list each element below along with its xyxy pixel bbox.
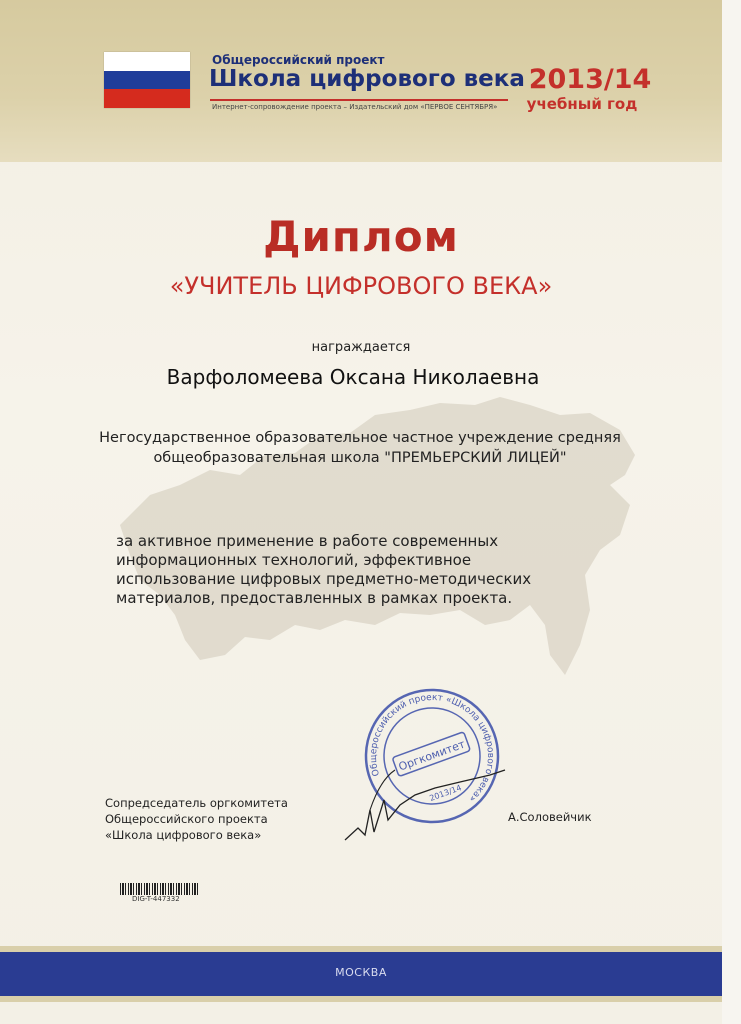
diploma-title: Диплом <box>263 212 459 261</box>
project-divider <box>210 99 508 101</box>
signatory-line-3: «Школа цифрового века» <box>105 828 262 842</box>
organization <box>40 428 680 468</box>
awarded-label: награждается <box>311 340 411 355</box>
school-year: 2013/14 <box>528 64 652 95</box>
diploma-subtitle: «УЧИТЕЛЬ ЦИФРОВОГО ВЕКА» <box>169 272 553 300</box>
handwritten-signature <box>340 740 510 850</box>
signatory-line-2: Общероссийского проекта <box>105 812 268 826</box>
recipient-name: Варфоломеева Оксана Николаевна <box>166 365 540 389</box>
russian-flag-icon <box>104 52 190 108</box>
signatory-title <box>105 795 288 843</box>
school-year-label: учебный год <box>526 95 638 113</box>
award-reason: за активное применение в работе современных информационных технологий, эффективное использование цифровых предметно-методических материалов, предоставленных в рамках проекта. <box>116 532 532 607</box>
organization-line-2: общеобразовательная школа "ПРЕМЬЕРСКИЙ ЛИЦЕЙ" <box>153 450 567 466</box>
barcode-icon <box>120 883 200 895</box>
project-name: Школа цифрового века <box>209 66 525 92</box>
stamp-year-text: 2013/14 <box>428 783 463 804</box>
stamp-center-text: Оргкомитет <box>396 737 467 774</box>
signer-name: А.Соловейчик <box>508 810 592 824</box>
signatory-line-1: Сопредседатель оргкомитета <box>105 796 288 810</box>
barcode-number: DIG-T-447332 <box>132 895 180 903</box>
scan-margin <box>722 0 741 1024</box>
project-caption: Общероссийский проект <box>212 53 385 67</box>
organization-line-1: Негосударственное образовательное частное учреждение средняя <box>99 430 621 446</box>
stamp-ring-text: Общероссийский проект «Школа цифрового века» <box>368 692 496 804</box>
project-subtitle: Интернет-сопровождение проекта – Издательский дом «ПЕРВОЕ СЕНТЯБРЯ» <box>212 103 498 111</box>
footer-city: МОСКВА <box>335 966 387 979</box>
